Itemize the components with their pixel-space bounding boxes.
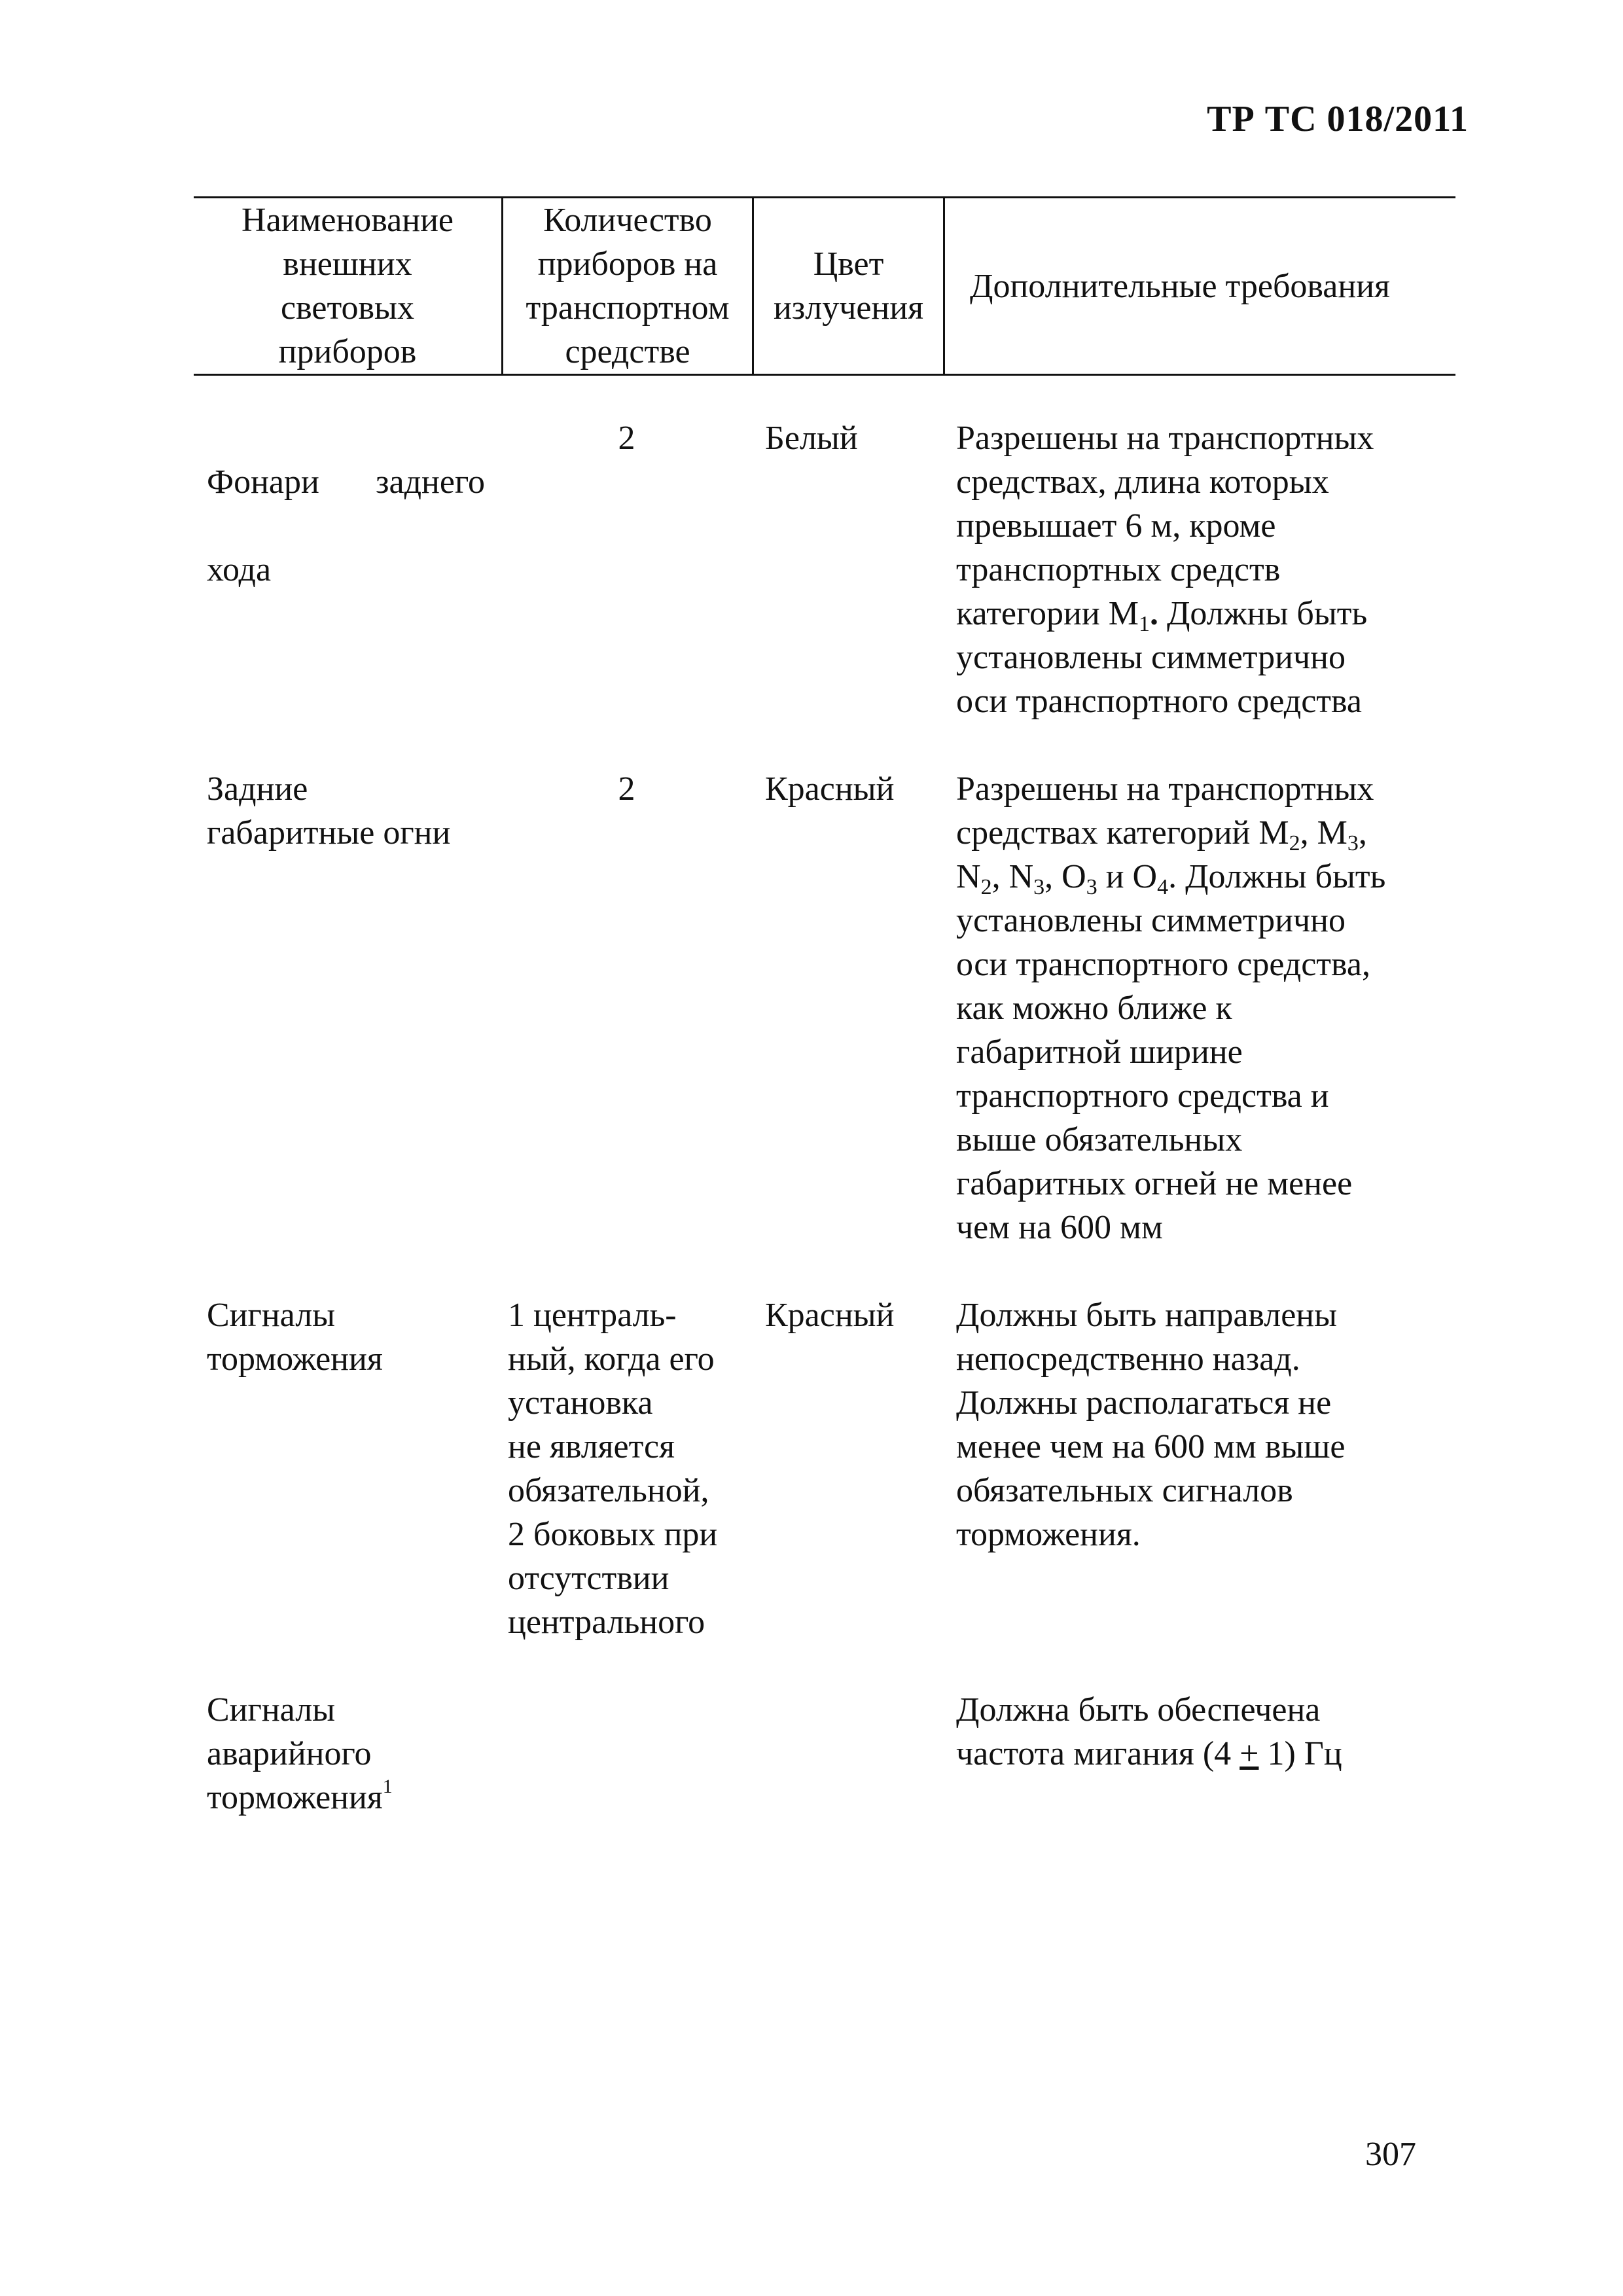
table-row <box>194 767 1455 1249</box>
cell-quantity: 2 <box>618 770 635 808</box>
cell-device-name: Фонари заднего хода <box>207 463 485 588</box>
cell-quantity: 1 централь- ный, когда его установка не является обязательной, 2 боковых при отсутствии центрального <box>508 1297 718 1641</box>
cell-color: Красный <box>765 770 895 808</box>
document-code: ТР ТС 018/2011 <box>1207 99 1469 139</box>
cell-requirements: Должны быть направлены непосредственно назад. Должны располагаться не менее чем на 600 мм выше обязательных сигналов торможения. <box>956 1297 1346 1553</box>
table-row <box>194 1293 1455 1644</box>
cell-requirements: Разрешены на транспортных средствах категорий $M_2$, $M_3$, $N_2$, $N_3$, $O_3$ и $O_4$. Должны быть установлены симметрично оси транспортного средства, как можно ближе к габаритной ширине транспортного средства и выше обязательных габаритных огней не менее чем на 600 мм <box>956 770 1386 1246</box>
cell-color <box>752 1688 943 1820</box>
column-header-quantity: Количество приборов на транспортном средстве <box>501 198 752 374</box>
column-header-name: Наименование внешних световых приборов <box>241 202 454 370</box>
lighting-requirements-table <box>194 196 1455 1820</box>
column-header-requirements: Дополнительные требования <box>943 198 1455 374</box>
table-row <box>194 1688 1455 1820</box>
cell-quantity <box>501 1688 752 1820</box>
cell-requirements: Должна быть обеспечена частота мигания (4 + 1) Гц <box>956 1691 1342 1772</box>
cell-requirements: Разрешены на транспортных средствах, длина которых превышает 6 м, кроме транспортных средств категории $M_1$. Должны быть установлены симметрично оси транспортного средства <box>956 420 1374 720</box>
table-row <box>194 416 1455 723</box>
cell-quantity: 2 <box>618 420 635 457</box>
cell-device-name: Сигналы торможения <box>207 1297 383 1378</box>
cell-color: Белый <box>765 420 858 457</box>
cell-device-name: Сигналы аварийного торможения$^1$ <box>207 1691 393 1816</box>
table-header <box>194 196 1455 376</box>
cell-color: Красный <box>765 1297 895 1334</box>
page-number: 307 <box>1365 2136 1416 2173</box>
cell-device-name: Задние габаритные огни <box>207 770 451 852</box>
column-header-color: Цвет излучения <box>752 198 943 374</box>
